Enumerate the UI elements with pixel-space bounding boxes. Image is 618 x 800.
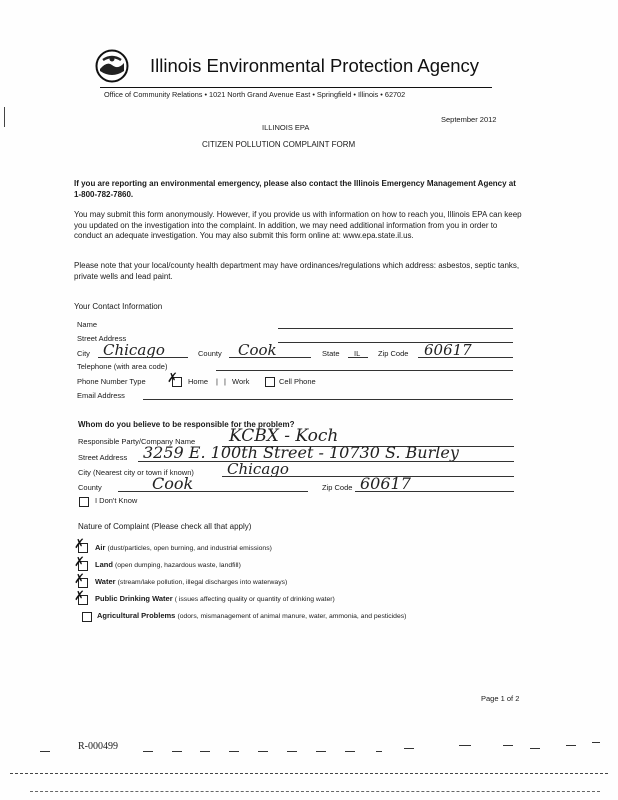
- air-desc: (dust/particles, open burning, and industrial emissions): [107, 545, 272, 552]
- city-field-line: [98, 357, 188, 358]
- work-checkbox[interactable]: |: [216, 377, 218, 386]
- local-health-notice: Please note that your local/county health department may have ordinances/regulations which address: asbestos, septic tanks, private wells and lead paint.: [74, 261, 520, 281]
- emergency-notice: If you are reporting an environmental emergency, please also contact the Illinois Emergency Management Agency at 1-800-782-7860.: [74, 179, 516, 199]
- cell-checkbox[interactable]: [265, 377, 275, 387]
- agricultural-checkbox[interactable]: [82, 612, 92, 622]
- air-label: [95, 543, 272, 552]
- agency-name: Illinois Environmental Protection Agency: [150, 55, 480, 76]
- street-label: Street Address: [77, 334, 127, 343]
- land-desc: (open dumping, hazardous waste, landfill): [115, 562, 241, 569]
- email-label: Email Address: [77, 391, 125, 400]
- email-field-line[interactable]: [143, 399, 513, 400]
- page-number: Page 1 of 2: [481, 694, 520, 703]
- form-date: September 2012: [441, 115, 497, 124]
- land-check-mark: ✗: [74, 555, 85, 570]
- street-field-line[interactable]: [278, 342, 513, 343]
- contact-heading: Your Contact Information: [74, 302, 163, 311]
- land-label: [95, 560, 241, 569]
- state-value[interactable]: IL: [354, 349, 361, 358]
- org-heading: ILLINOIS EPA: [262, 123, 310, 132]
- agricultural-label: [97, 611, 406, 620]
- resp-county-label: County: [78, 483, 102, 492]
- resp-city-value[interactable]: Chicago: [227, 460, 289, 478]
- drinking-water-desc: ( issues affecting quality or quantity of drinking water): [174, 596, 335, 603]
- land-title: Land: [95, 560, 113, 569]
- left-scan-mark: [4, 107, 5, 127]
- phone-type-label: Phone Number Type: [77, 377, 146, 386]
- telephone-field-line[interactable]: [216, 370, 513, 371]
- water-check-mark: ✗: [74, 572, 85, 587]
- county-label: County: [198, 349, 222, 358]
- city-value[interactable]: Chicago: [103, 341, 165, 359]
- bates-number: R-000499: [78, 741, 118, 752]
- work-label: Work: [232, 377, 250, 386]
- home-check-mark: ✗: [167, 371, 178, 386]
- zip-value[interactable]: 60617: [424, 341, 472, 359]
- resp-county-value[interactable]: Cook: [152, 474, 194, 493]
- telephone-label: Telephone (with area code): [77, 362, 168, 371]
- water-title: Water: [95, 577, 116, 586]
- resp-zip-label: Zip Code: [322, 483, 353, 492]
- resp-street-value[interactable]: 3259 E. 100th Street - 10730 S. Burley: [143, 443, 459, 462]
- water-label: [95, 577, 287, 586]
- resp-zip-value[interactable]: 60617: [360, 474, 411, 493]
- state-label: State: [322, 349, 340, 358]
- drinking-water-check-mark: ✗: [74, 589, 85, 604]
- address-line: Office of Community Relations • 1021 North Grand Avenue East • Springfield • Illinois • 62702: [104, 90, 406, 99]
- resp-city-label: City (Nearest city or town if known): [78, 468, 194, 477]
- zip-field-line: [418, 357, 513, 358]
- responsible-heading: Whom do you believe to be responsible for the problem?: [78, 420, 295, 429]
- bottom-scan-rule: [10, 773, 608, 774]
- bottom-scan-rule-2: [30, 791, 600, 792]
- dont-know-checkbox[interactable]: [79, 497, 89, 507]
- header-rule: [100, 87, 492, 88]
- agency-logo: [95, 49, 129, 88]
- county-value[interactable]: Cook: [238, 341, 277, 359]
- state-field-line: [348, 357, 368, 358]
- water-desc: (stream/lake pollution, illegal discharges into waterways): [117, 579, 288, 586]
- form-title: CITIZEN POLLUTION COMPLAINT FORM: [202, 140, 356, 149]
- cell-label: Cell Phone: [279, 377, 316, 386]
- air-check-mark: ✗: [74, 537, 85, 552]
- agricultural-desc: (odors, mismanagement of animal manure, water, ammonia, and pesticides): [177, 613, 407, 620]
- air-title: Air: [95, 543, 106, 552]
- anonymous-notice: You may submit this form anonymously. However, if you provide us with information on how to reach you, Illinois EPA can keep you updated on the investigation into the complaint. In addition, we may need additional information from you in order to conduct an adequate investigation. You may also submit this form online at: www.epa.state.il.us.: [74, 210, 522, 240]
- party-label: Responsible Party/Company Name: [78, 437, 196, 446]
- resp-county-field-line: [118, 491, 308, 492]
- city-label: City: [77, 349, 90, 358]
- name-field-line[interactable]: [278, 328, 513, 329]
- work-checkbox-right: |: [224, 377, 226, 386]
- dont-know-label: I Don't Know: [95, 496, 138, 505]
- name-label: Name: [77, 320, 98, 329]
- drinking-water-label: [95, 594, 335, 603]
- resp-zip-field-line: [355, 491, 514, 492]
- county-field-line: [229, 357, 311, 358]
- resp-street-field-line: [138, 461, 514, 462]
- zip-label: Zip Code: [378, 349, 409, 358]
- party-value[interactable]: KCBX - Koch: [229, 426, 339, 446]
- agricultural-title: Agricultural Problems: [97, 611, 176, 620]
- nature-heading: Nature of Complaint (Please check all that apply): [78, 522, 252, 531]
- drinking-water-title: Public Drinking Water: [95, 594, 173, 603]
- home-label: Home: [188, 377, 209, 386]
- resp-street-label: Street Address: [78, 453, 128, 462]
